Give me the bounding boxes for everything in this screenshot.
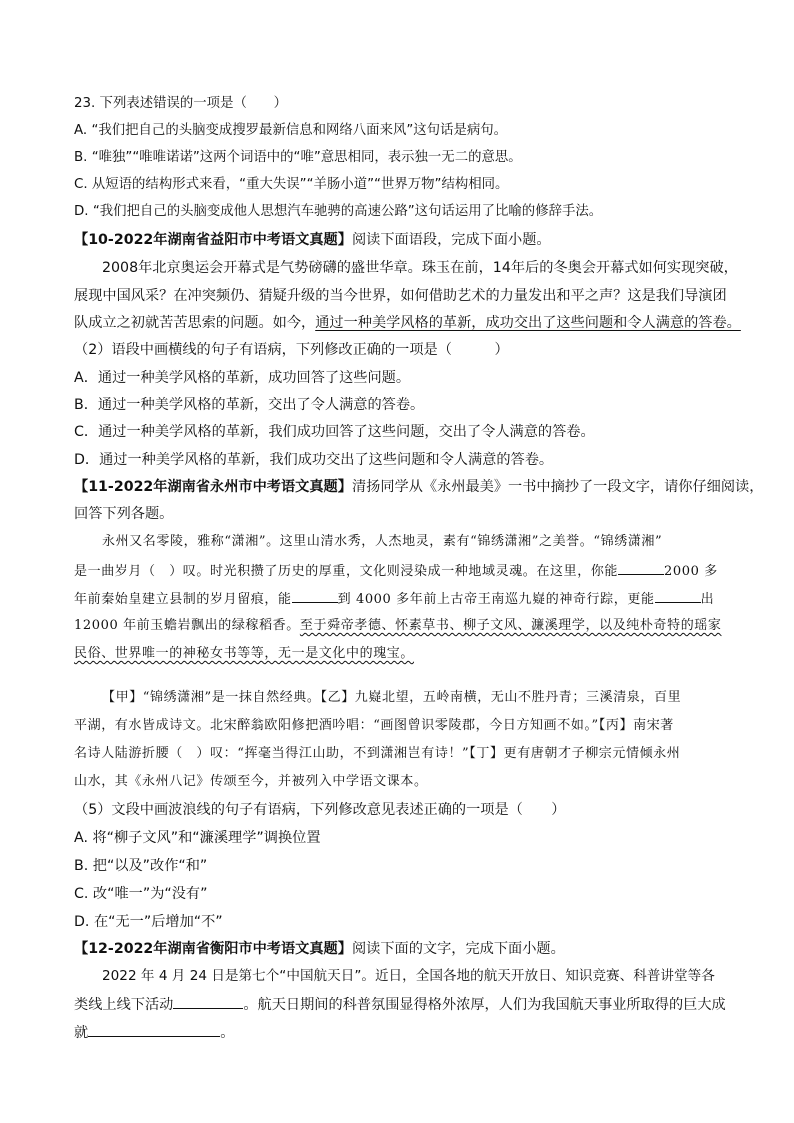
para-text: 。 (220, 1025, 235, 1041)
q23-option-c: C. 从短语的结构形式来看，“重大失误”“羊肠小道”“世界万物”结构相同。 (74, 177, 509, 192)
section-11-option-d: D. 在“无一”后增加“不” (74, 914, 223, 930)
section-11-option-a: A. 将“柳子文风”和“濂溪理学”调换位置 (74, 830, 321, 846)
section-10-para-line-3 (74, 313, 741, 333)
section-12-para-line-3 (74, 1022, 234, 1043)
section-10-option-d: D．通过一种美学风格的革新，我们成功交出了这些问题和令人满意的答卷。 (74, 452, 554, 468)
para-text: 年前秦始皇建立县制的岁月留痕，能 (74, 592, 292, 607)
wavy-underlined-sentence: 民俗、世界唯一的神秘女书等等，无一是文化中的瑰宝。 (74, 646, 415, 661)
section-11-para-line-5 (74, 644, 414, 664)
section-12-intro: 阅读下面的文字，完成下面小题。 (351, 941, 565, 957)
q23-stem: 23. 下列表述错误的一项是（ ） (74, 96, 288, 111)
section-10-header (74, 230, 551, 250)
para-text: 出 (700, 592, 715, 607)
para-text: 是一曲岁月（ ）叹。时光积攒了历史的厚重，文化则浸染成一种地域灵魂。在这里，你能 (74, 564, 619, 579)
section-11-tag: 【11-2022年湖南省永州市中考语文真题】 (74, 479, 352, 495)
fill-blank[interactable] (655, 588, 701, 603)
para-text: 2000 多 (664, 564, 718, 579)
para-text: 12000 年前玉蟾岩飘出的绿稼稻香。 (74, 618, 300, 633)
section-10-para-line-2: 展现中国风采？在冲突频仍、猜疑升级的当今世界，如何借助艺术的力量发出和平之声？这是我们导演团 (74, 288, 727, 304)
section-11-intro-cont: 回答下列各题。 (74, 506, 174, 522)
wavy-underlined-sentence: 至于舜帝孝德、怀素草书、柳子文风、濂溪理学，以及纯朴奇特的瑶家 (299, 618, 722, 633)
section-12-para-line-2 (74, 994, 726, 1015)
section-10-option-a: A．通过一种美学风格的革新，成功回答了这些问题。 (74, 370, 411, 386)
section-11-intro: 清扬同学从《永州最美》一书中摘抄了一段文字，请你仔细阅读， (351, 479, 764, 495)
fill-blank[interactable] (292, 588, 338, 603)
section-11-header (74, 477, 763, 497)
q23-option-d: D. “我们把自己的头脑变成他人思想汽车驰骋的高速公路”这句话运用了比喻的修辞手法。 (74, 204, 603, 219)
fill-blank[interactable] (88, 1022, 220, 1037)
section-11-para2-line-3: 名诗人陆游折腰（ ）叹：“挥毫当得江山助，不到潇湘岂有诗！”【丁】更有唐朝才子柳宗元情倾永州 (74, 746, 681, 761)
section-11-para-line-3 (74, 588, 714, 610)
section-11-para2-line-1: 【甲】“锦绣潇湘”是一抹自然经典。【乙】九嶷北望，五岭南横，无山不胜丹青；三溪清泉，百里 (102, 690, 682, 705)
section-11-option-c: C. 改“唯一”为“没有” (74, 886, 208, 902)
section-11-para2-line-2: 平湖，有水皆成诗文。北宋醉翁欧阳修把酒吟唱：“画图曾识零陵郡，今日方知画不如。”【丙】南宋著 (74, 718, 674, 733)
q23-option-a: A. “我们把自己的头脑变成搜罗最新信息和网络八面来风”这句话是病句。 (74, 123, 508, 138)
section-11-para-line-1: 永州又名零陵，雅称“潇湘”。这里山清水秀，人杰地灵，素有“锦绣潇湘”之美誉。“锦绣潇湘” (102, 534, 663, 549)
section-10-tag: 【10-2022年湖南省益阳市中考语文真题】 (74, 232, 352, 248)
section-10-option-b: B．通过一种美学风格的革新，交出了令人满意的答卷。 (74, 397, 425, 413)
para-text: 。航天日期间的科普氛围显得格外浓厚，人们为我国航天事业所取得的巨大成 (243, 997, 726, 1013)
section-11-para-line-2 (74, 560, 718, 582)
section-12-header (74, 939, 565, 959)
section-10-para-line-1: 2008年北京奥运会开幕式是气势磅礴的盛世华章。珠玉在前，14年后的冬奥会开幕式如何实现突破， (102, 260, 738, 276)
section-10-option-c: C．通过一种美学风格的革新，我们成功回答了这些问题，交出了令人满意的答卷。 (74, 424, 595, 440)
section-11-para-line-4 (74, 616, 722, 636)
para-text: 到 4000 多年前上古帝王南巡九嶷的神奇行踪，更能 (337, 592, 655, 607)
q23-option-b: B. “唯独”“唯唯诺诺”这两个词语中的“唯”意思相同，表示独一无二的意思。 (74, 150, 522, 165)
section-11-question: （5）文段中画波浪线的句子有语病，下列修改意见表述正确的一项是（ ） (74, 802, 566, 818)
section-12-tag: 【12-2022年湖南省衡阳市中考语文真题】 (74, 941, 352, 957)
section-11-option-b: B. 把“以及”改作“和” (74, 858, 208, 874)
para-text: 类线上线下活动 (74, 997, 174, 1013)
section-10-question: （2）语段中画横线的句子有语病，下列修改正确的一项是（ ） (74, 342, 509, 358)
fill-blank[interactable] (618, 560, 664, 575)
section-12-para-line-1: 2022 年 4 月 24 日是第七个“中国航天日”。近日，全国各地的航天开放日、知识竞赛、科普讲堂等各 (102, 968, 715, 984)
para-text: 就 (74, 1025, 89, 1041)
section-11-para2-line-4: 山水，其《永州八记》传颂至今，并被列入中学语文课本。 (74, 774, 428, 789)
section-10-intro: 阅读下面语段，完成下面小题。 (351, 232, 551, 248)
section-10-para-text: 队成立之初就苦苦思索的问题。如今， (74, 315, 316, 331)
underlined-sentence: 通过一种美学风格的革新，成功交出了这些问题和令人满意的答卷。 (315, 315, 741, 331)
fill-blank[interactable] (173, 994, 243, 1009)
